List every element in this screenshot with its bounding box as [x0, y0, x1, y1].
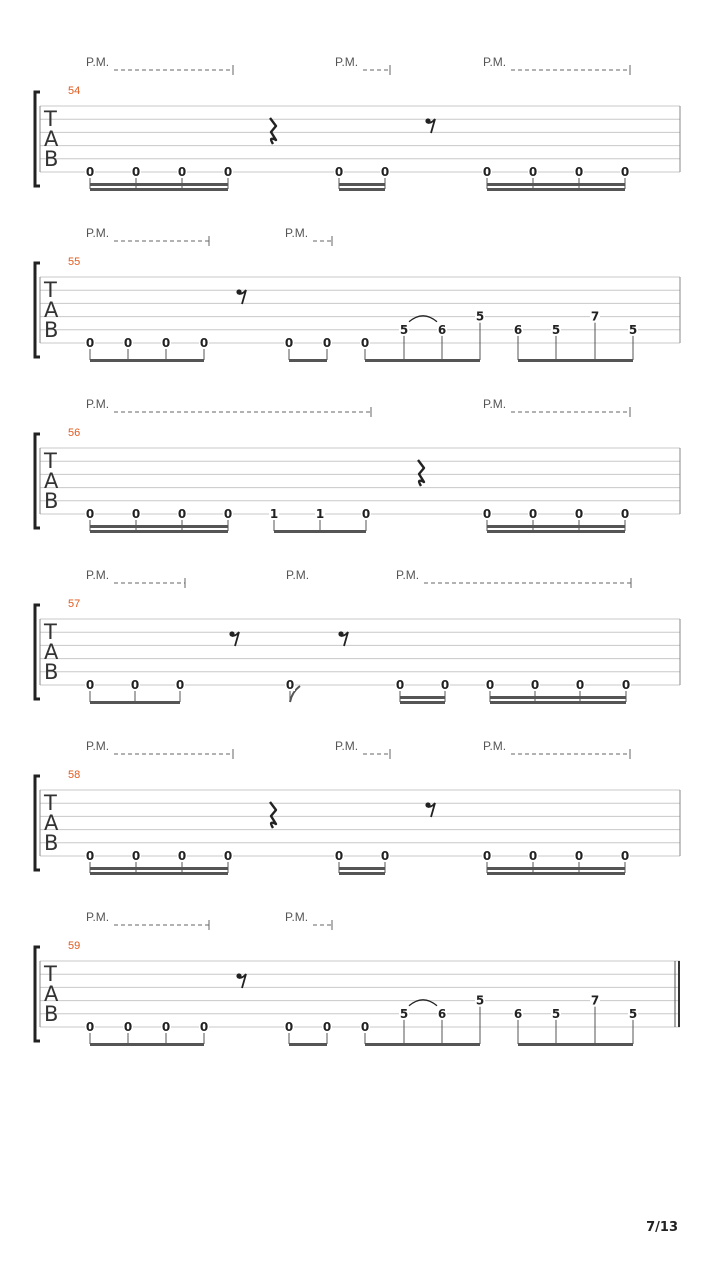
fret-number: 6: [437, 322, 447, 337]
palm-mute-label: P.M.: [86, 226, 110, 240]
note-beam: [90, 359, 204, 362]
measure-number: 58: [68, 769, 81, 781]
note-beam: [339, 183, 385, 186]
fret-number: 0: [199, 1020, 209, 1034]
note-beam: [490, 701, 626, 704]
fret-number: 5: [475, 993, 485, 1008]
quarter-rest: [418, 460, 424, 486]
system-bracket: [35, 92, 40, 186]
note-beam: [518, 359, 633, 362]
measure-number: 59: [68, 940, 81, 952]
fret-number: 1: [315, 507, 325, 521]
fret-number: 0: [575, 678, 585, 692]
staff-system: [35, 910, 680, 1046]
fret-number: 0: [574, 165, 584, 179]
fret-number: 0: [131, 165, 141, 179]
fret-number: 0: [621, 678, 631, 692]
fret-number: 6: [437, 1006, 447, 1021]
measure-number: 56: [68, 427, 81, 439]
palm-mute-label: P.M.: [86, 739, 110, 753]
fret-number: 0: [85, 1020, 95, 1034]
note-beam: [339, 867, 385, 870]
palm-mute-label: P.M.: [86, 568, 110, 582]
tab-clef-letter: A: [44, 469, 59, 493]
note-beam: [487, 867, 625, 870]
fret-number: 0: [620, 507, 630, 521]
fret-number: 0: [199, 336, 209, 350]
fret-number: 0: [123, 336, 133, 350]
staff-system: [35, 739, 680, 875]
fret-number: 0: [334, 165, 344, 179]
tab-clef-letter: T: [44, 620, 57, 644]
fret-number: 5: [551, 1006, 561, 1021]
fret-number: 0: [485, 678, 495, 692]
note-beam: [90, 1043, 204, 1046]
fret-number: 0: [223, 849, 233, 863]
fret-number: 0: [161, 1020, 171, 1034]
fret-number: 0: [85, 849, 95, 863]
system-bracket: [35, 947, 40, 1041]
staff-system: [35, 397, 680, 533]
fret-number: 0: [528, 507, 538, 521]
note-beam: [90, 701, 180, 704]
fret-number: 0: [482, 507, 492, 521]
staff-system: [35, 55, 680, 191]
note-beam: [400, 701, 445, 704]
fret-number: 0: [123, 1020, 133, 1034]
fret-number: 0: [177, 849, 187, 863]
note-beam: [90, 183, 228, 186]
note-beam: [487, 872, 625, 875]
fret-number: 0: [285, 678, 295, 692]
tab-clef-letter: B: [44, 147, 59, 171]
tab-clef-letter: A: [44, 298, 59, 322]
fret-number: 0: [440, 678, 450, 692]
note-beam: [487, 188, 625, 191]
fret-number: 0: [175, 678, 185, 692]
fret-number: 0: [85, 165, 95, 179]
tab-clef-letter: T: [44, 107, 57, 131]
system-bracket: [35, 434, 40, 528]
quarter-rest: [270, 118, 276, 144]
note-beam: [487, 183, 625, 186]
palm-mute-label: P.M.: [285, 910, 309, 924]
fret-number: 0: [530, 678, 540, 692]
note-beam: [339, 872, 385, 875]
fret-number: 0: [620, 849, 630, 863]
fret-number: 0: [361, 507, 371, 521]
fret-number: 0: [482, 165, 492, 179]
fret-number: 5: [399, 322, 409, 337]
note-beam: [400, 696, 445, 699]
note-beam: [490, 696, 626, 699]
note-beam: [90, 872, 228, 875]
tab-clef-letter: B: [44, 831, 59, 855]
fret-number: 0: [177, 165, 187, 179]
fret-number: 0: [528, 165, 538, 179]
tab-clef-letter: T: [44, 278, 57, 302]
fret-number: 0: [322, 336, 332, 350]
note-beam: [518, 1043, 633, 1046]
fret-number: 6: [513, 1006, 523, 1021]
fret-number: 7: [590, 309, 600, 324]
tab-clef-letter: A: [44, 811, 59, 835]
fret-number: 5: [475, 309, 485, 324]
fret-number: 0: [574, 507, 584, 521]
palm-mute-label: P.M.: [285, 226, 309, 240]
tab-clef-letter: B: [44, 1002, 59, 1026]
note-beam: [90, 188, 228, 191]
staff-system: [35, 226, 680, 362]
fret-number: 1: [269, 507, 279, 521]
page-number: 7/13: [646, 1220, 678, 1235]
measure-number: 55: [68, 256, 81, 268]
tab-clef-letter: B: [44, 489, 59, 513]
fret-number: 0: [482, 849, 492, 863]
note-beam: [90, 530, 228, 533]
note-beam: [90, 867, 228, 870]
note-beam: [365, 359, 480, 362]
fret-number: 0: [130, 678, 140, 692]
fret-number: 0: [85, 678, 95, 692]
tab-clef-letter: A: [44, 982, 59, 1006]
note-beam: [274, 530, 366, 533]
fret-number: 0: [620, 165, 630, 179]
fret-number: 5: [628, 1006, 638, 1021]
fret-number: 0: [395, 678, 405, 692]
palm-mute-label: P.M.: [286, 568, 310, 582]
system-bracket: [35, 776, 40, 870]
fret-number: 0: [85, 336, 95, 350]
fret-number: 5: [551, 322, 561, 337]
tab-clef-letter: T: [44, 791, 57, 815]
measure-number: 57: [68, 598, 81, 610]
fret-number: 0: [360, 1020, 370, 1034]
tab-clef-letter: A: [44, 127, 59, 151]
tab-clef-letter: T: [44, 962, 57, 986]
note-beam: [289, 1043, 327, 1046]
fret-number: 0: [574, 849, 584, 863]
measure-number: 54: [68, 85, 81, 97]
fret-number: 0: [322, 1020, 332, 1034]
fret-number: 0: [360, 336, 370, 350]
fret-number: 0: [161, 336, 171, 350]
palm-mute-label: P.M.: [86, 55, 110, 69]
fret-number: 0: [284, 336, 294, 350]
system-bracket: [35, 605, 40, 699]
tab-clef-letter: T: [44, 449, 57, 473]
palm-mute-label: P.M.: [335, 739, 359, 753]
palm-mute-label: P.M.: [86, 397, 110, 411]
fret-number: 5: [628, 322, 638, 337]
palm-mute-label: P.M.: [86, 910, 110, 924]
tab-clef-letter: A: [44, 640, 59, 664]
fret-number: 5: [399, 1006, 409, 1021]
note-beam: [487, 525, 625, 528]
fret-number: 0: [223, 507, 233, 521]
note-beam: [289, 359, 327, 362]
fret-number: 0: [284, 1020, 294, 1034]
note-beam: [90, 525, 228, 528]
fret-number: 0: [334, 849, 344, 863]
note-beam: [339, 188, 385, 191]
fret-number: 0: [528, 849, 538, 863]
fret-number: 7: [590, 993, 600, 1008]
fret-number: 0: [131, 507, 141, 521]
fret-number: 0: [177, 507, 187, 521]
tab-clef-letter: B: [44, 660, 59, 684]
palm-mute-label: P.M.: [483, 397, 507, 411]
fret-number: 0: [85, 507, 95, 521]
fret-number: 0: [380, 849, 390, 863]
staff-system: [35, 568, 680, 704]
palm-mute-label: P.M.: [396, 568, 420, 582]
system-bracket: [35, 263, 40, 357]
quarter-rest: [270, 802, 276, 828]
tab-clef-letter: B: [44, 318, 59, 342]
fret-number: 0: [131, 849, 141, 863]
fret-number: 0: [223, 165, 233, 179]
note-beam: [487, 530, 625, 533]
fret-number: 0: [380, 165, 390, 179]
note-beam: [365, 1043, 480, 1046]
fret-number: 6: [513, 322, 523, 337]
palm-mute-label: P.M.: [483, 55, 507, 69]
palm-mute-label: P.M.: [483, 739, 507, 753]
palm-mute-label: P.M.: [335, 55, 359, 69]
